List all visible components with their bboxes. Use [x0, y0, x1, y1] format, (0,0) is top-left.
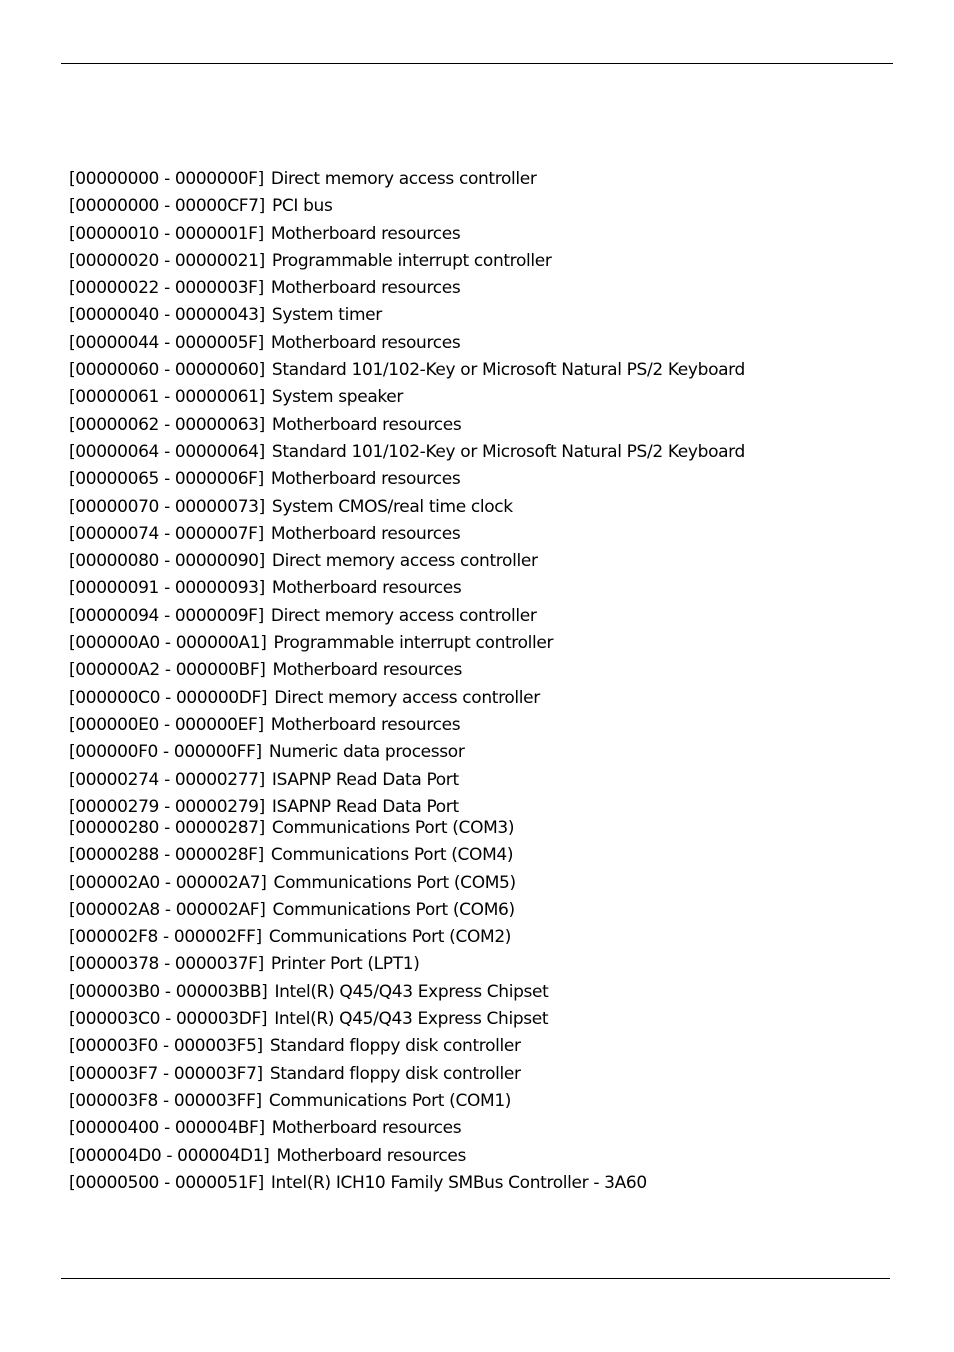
io-address-range: [00000040 - 00000043]: [69, 305, 265, 326]
io-resource-list-part2: [69, 815, 647, 1197]
device-name: System CMOS/real time clock: [271, 496, 513, 517]
io-resource-row: [69, 193, 745, 220]
io-address-range: [00000500 - 0000051F]: [69, 1172, 264, 1193]
device-name: System speaker: [271, 387, 404, 408]
io-address-range: [00000400 - 000004BF]: [69, 1118, 265, 1139]
io-resource-row: [69, 1061, 647, 1088]
device-name: Communications Port (COM4): [270, 845, 514, 866]
device-name: Intel(R) Q45/Q43 Express Chipset: [274, 1009, 549, 1030]
device-name: Printer Port (LPT1): [270, 954, 420, 975]
footer-divider: [61, 1278, 890, 1279]
device-name: Direct memory access controller: [271, 551, 538, 572]
io-resource-row: [69, 767, 745, 794]
io-resource-row: [69, 1115, 647, 1142]
io-resource-row: [69, 412, 745, 439]
device-name: Motherboard resources: [271, 1118, 462, 1139]
io-address-range: [00000288 - 0000028F]: [69, 845, 264, 866]
device-name: ISAPNP Read Data Port: [271, 796, 459, 817]
io-resource-row: [69, 439, 745, 466]
io-resource-row: [69, 248, 745, 275]
io-address-range: [000000E0 - 000000EF]: [69, 714, 264, 735]
device-name: Motherboard resources: [271, 414, 462, 435]
io-resource-row: [69, 275, 745, 302]
io-resource-row: [69, 1088, 647, 1115]
io-resource-row: [69, 466, 745, 493]
device-name: Programmable interrupt controller: [273, 633, 554, 654]
header-divider: [61, 63, 893, 64]
io-resource-row: [69, 739, 745, 766]
io-address-range: [000000F0 - 000000FF]: [69, 742, 262, 763]
device-name: Direct memory access controller: [270, 169, 537, 189]
device-name: Communications Port (COM6): [272, 899, 515, 920]
device-name: Motherboard resources: [272, 660, 463, 681]
io-resource-row: [69, 384, 745, 411]
device-name: Direct memory access controller: [270, 605, 537, 626]
io-resource-row: [69, 1033, 647, 1060]
device-name: Intel(R) Q45/Q43 Express Chipset: [274, 981, 549, 1002]
device-name: Communications Port (COM1): [268, 1090, 512, 1111]
io-resource-row: [69, 897, 647, 924]
io-address-range: [000000A2 - 000000BF]: [69, 660, 266, 681]
io-resource-row: [69, 1143, 647, 1170]
io-resource-row: [69, 1170, 647, 1197]
io-resource-row: [69, 842, 647, 869]
io-address-range: [000000A0 - 000000A1]: [69, 633, 267, 654]
device-name: Motherboard resources: [270, 332, 461, 353]
io-resource-row: [69, 494, 745, 521]
device-name: Motherboard resources: [276, 1145, 466, 1166]
io-address-range: [000002A8 - 000002AF]: [69, 899, 266, 920]
io-address-range: [00000378 - 0000037F]: [69, 954, 264, 975]
io-resource-list-part1: [69, 166, 745, 821]
io-address-range: [00000062 - 00000063]: [69, 414, 265, 435]
io-resource-row: [69, 603, 745, 630]
io-resource-row: [69, 575, 745, 602]
device-name: Intel(R) ICH10 Family SMBus Controller - 3A60: [270, 1172, 647, 1193]
io-resource-row: [69, 979, 647, 1006]
io-address-range: [00000022 - 0000003F]: [69, 278, 264, 299]
device-name: Standard 101/102-Key or Microsoft Natural PS/2 Keyboard: [271, 441, 745, 462]
device-name: System timer: [271, 305, 382, 326]
io-address-range: [00000091 - 00000093]: [69, 578, 265, 599]
io-resource-row: [69, 630, 745, 657]
io-resource-row: [69, 302, 745, 329]
io-address-range: [000002A0 - 000002A7]: [69, 872, 267, 893]
io-resource-row: [69, 357, 745, 384]
device-name: Direct memory access controller: [274, 687, 540, 708]
io-address-range: [00000074 - 0000007F]: [69, 523, 264, 544]
device-name: Standard floppy disk controller: [269, 1063, 521, 1084]
io-resource-row: [69, 870, 647, 897]
io-address-range: [000003F0 - 000003F5]: [69, 1036, 263, 1057]
io-address-range: [000002F8 - 000002FF]: [69, 927, 262, 948]
device-name: Motherboard resources: [270, 714, 461, 735]
io-resource-row: [69, 221, 745, 248]
io-address-range: [00000010 - 0000001F]: [69, 223, 264, 244]
device-name: Communications Port (COM2): [268, 927, 512, 948]
device-name: Motherboard resources: [270, 278, 461, 299]
io-resource-row: [69, 166, 745, 193]
device-name: Standard floppy disk controller: [269, 1036, 521, 1057]
io-address-range: [000000C0 - 000000DF]: [69, 687, 268, 708]
io-address-range: [00000020 - 00000021]: [69, 250, 265, 271]
io-resource-row: [69, 712, 745, 739]
device-name: Motherboard resources: [270, 223, 461, 244]
io-address-range: [00000000 - 0000000F]: [69, 169, 264, 189]
io-resource-row: [69, 548, 745, 575]
io-address-range: [00000280 - 00000287]: [69, 818, 265, 838]
io-address-range: [00000070 - 00000073]: [69, 496, 265, 517]
device-name: Communications Port (COM3): [271, 818, 515, 838]
io-resource-row: [69, 521, 745, 548]
io-address-range: [000003F8 - 000003FF]: [69, 1090, 262, 1111]
io-address-range: [00000064 - 00000064]: [69, 441, 265, 462]
io-address-range: [00000065 - 0000006F]: [69, 469, 264, 490]
io-address-range: [00000060 - 00000060]: [69, 360, 265, 381]
device-name: Numeric data processor: [268, 742, 465, 763]
io-resource-row: [69, 951, 647, 978]
io-address-range: [00000279 - 00000279]: [69, 796, 265, 817]
device-name: PCI bus: [271, 196, 333, 217]
device-name: Standard 101/102-Key or Microsoft Natural PS/2 Keyboard: [271, 360, 745, 381]
io-address-range: [00000044 - 0000005F]: [69, 332, 264, 353]
io-resource-row: [69, 1006, 647, 1033]
device-name: Programmable interrupt controller: [271, 250, 552, 271]
io-resource-row: [69, 685, 745, 712]
io-address-range: [000003F7 - 000003F7]: [69, 1063, 263, 1084]
device-name: Motherboard resources: [270, 469, 461, 490]
device-name: Communications Port (COM5): [273, 872, 516, 893]
io-resource-row: [69, 924, 647, 951]
io-address-range: [000004D0 - 000004D1]: [69, 1145, 270, 1166]
io-address-range: [000003C0 - 000003DF]: [69, 1009, 268, 1030]
device-name: Motherboard resources: [270, 523, 461, 544]
io-address-range: [00000080 - 00000090]: [69, 551, 265, 572]
device-name: Motherboard resources: [271, 578, 462, 599]
io-resource-row: [69, 815, 647, 842]
io-address-range: [000003B0 - 000003BB]: [69, 981, 268, 1002]
io-address-range: [00000000 - 00000CF7]: [69, 196, 265, 217]
device-name: ISAPNP Read Data Port: [271, 769, 459, 790]
io-resource-row: [69, 657, 745, 684]
io-resource-row: [69, 330, 745, 357]
io-address-range: [00000061 - 00000061]: [69, 387, 265, 408]
io-address-range: [00000274 - 00000277]: [69, 769, 265, 790]
io-address-range: [00000094 - 0000009F]: [69, 605, 264, 626]
